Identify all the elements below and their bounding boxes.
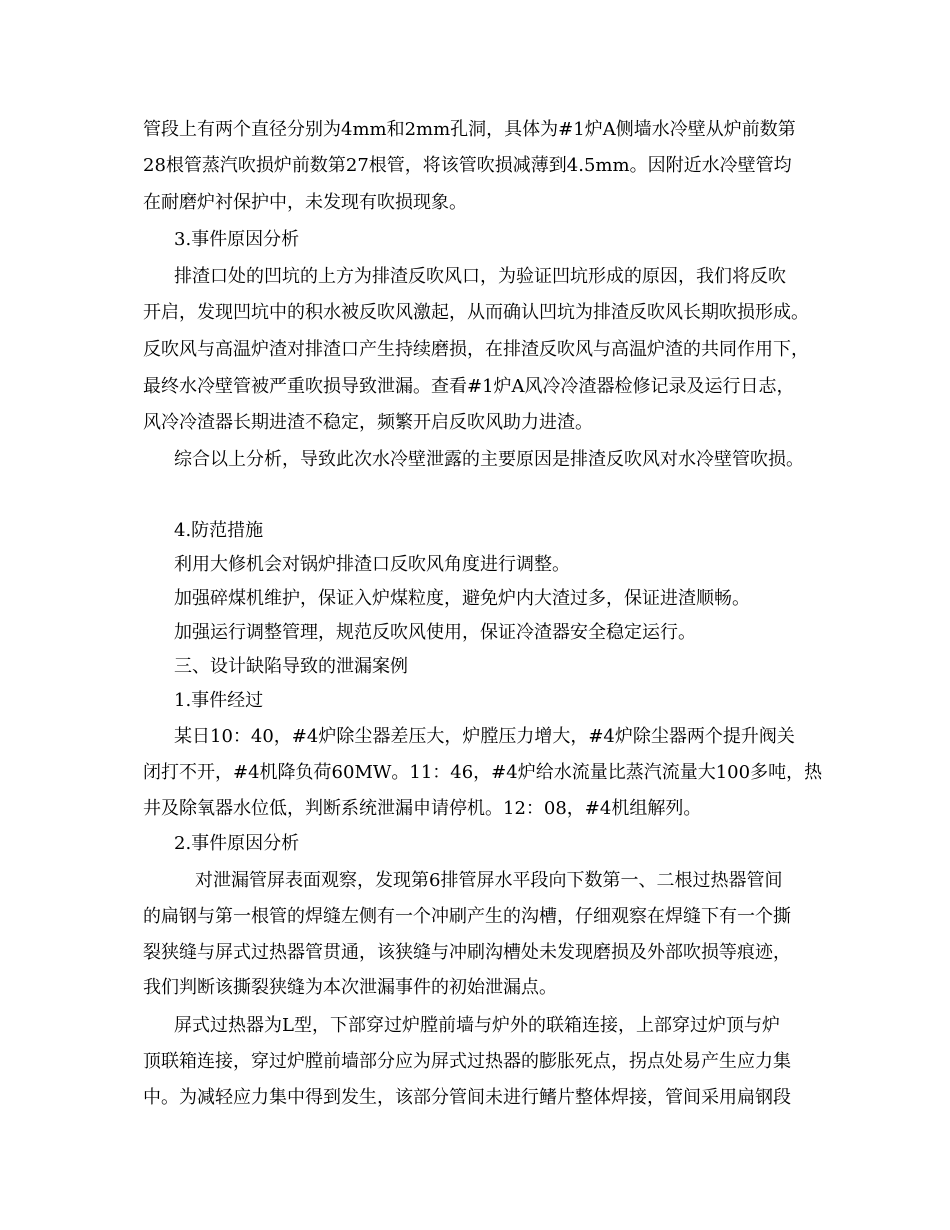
text-line: 利用大修机会对锅炉排渣口反吹风角度进行调整。 <box>174 554 570 575</box>
text-line: 顶联箱连接，穿过炉膛前墙部分应为屏式过热器的膨胀死点，拐点处易产生应力集 <box>143 1051 791 1072</box>
text-line: 的扁钢与第一根管的焊缝左侧有一个冲刷产生的沟槽，仔细观察在焊缝下有一个撕 <box>143 906 791 927</box>
section-heading: 1.事件经过 <box>174 690 264 711</box>
section-heading: 三、设计缺陷导致的泄漏案例 <box>174 656 408 677</box>
text-line: 28根管蒸汽吹损炉前数第27根管，将该管吹损减薄到4.5mm。因附近水冷壁管均 <box>143 155 792 176</box>
text-line: 井及除氧器水位低，判断系统泄漏申请停机。12：08，#4机组解列。 <box>143 798 702 819</box>
text-line: 在耐磨炉衬保护中，未发现有吹损现象。 <box>143 192 467 213</box>
text-line: 我们判断该撕裂狭缝为本次泄漏事件的初始泄漏点。 <box>143 977 557 998</box>
text-line: 综合以上分析，导致此次水冷壁泄露的主要原因是排渣反吹风对水冷壁管吹损。 <box>174 449 804 470</box>
text-line: 风冷冷渣器长期进渣不稳定，频繁开启反吹风助力进渣。 <box>143 412 593 433</box>
section-heading: 3.事件原因分析 <box>174 229 300 250</box>
text-line: 某日10：40，#4炉除尘器差压大，炉膛压力增大，#4炉除尘器两个提升阀关 <box>174 726 795 747</box>
text-line: 最终水冷壁管被严重吹损导致泄漏。查看#1炉A风冷冷渣器检修记录及运行日志， <box>143 376 795 397</box>
text-line: 排渣口处的凹坑的上方为排渣反吹风口，为验证凹坑形成的原因，我们将反吹 <box>174 266 786 287</box>
text-line: 对泄漏管屏表面观察，发现第6排管屏水平段向下数第一、二根过热器管间 <box>195 870 783 891</box>
text-line: 裂狭缝与屏式过热器管贯通，该狭缝与冲刷沟槽处未发现磨损及外部吹损等痕迹， <box>143 942 791 963</box>
section-heading: 4.防范措施 <box>174 520 264 541</box>
text-line: 闭打不开，#4机降负荷60MW。11：46，#4炉给水流量比蒸汽流量大100多吨，热 <box>143 762 823 783</box>
section-heading: 2.事件原因分析 <box>174 833 300 854</box>
text-line: 加强运行调整管理，规范反吹风使用，保证冷渣器安全稳定运行。 <box>174 622 696 643</box>
text-line: 中。为减轻应力集中得到发生，该部分管间未进行鳍片整体焊接，管间采用扁钢段 <box>143 1087 791 1108</box>
text-line: 屏式过热器为L型，下部穿过炉膛前墙与炉外的联箱连接，上部穿过炉顶与炉 <box>174 1015 780 1036</box>
text-line: 管段上有两个直径分别为4mm和2mm孔洞，具体为#1炉A侧墙水冷壁从炉前数第 <box>143 119 796 140</box>
text-line: 开启，发现凹坑中的积水被反吹风激起，从而确认凹坑为排渣反吹风长期吹损形成。 <box>143 302 809 323</box>
text-line: 反吹风与高温炉渣对排渣口产生持续磨损，在排渣反吹风与高温炉渣的共同作用下， <box>143 339 809 360</box>
text-line: 加强碎煤机维护，保证入炉煤粒度，避免炉内大渣过多，保证进渣顺畅。 <box>174 588 750 609</box>
